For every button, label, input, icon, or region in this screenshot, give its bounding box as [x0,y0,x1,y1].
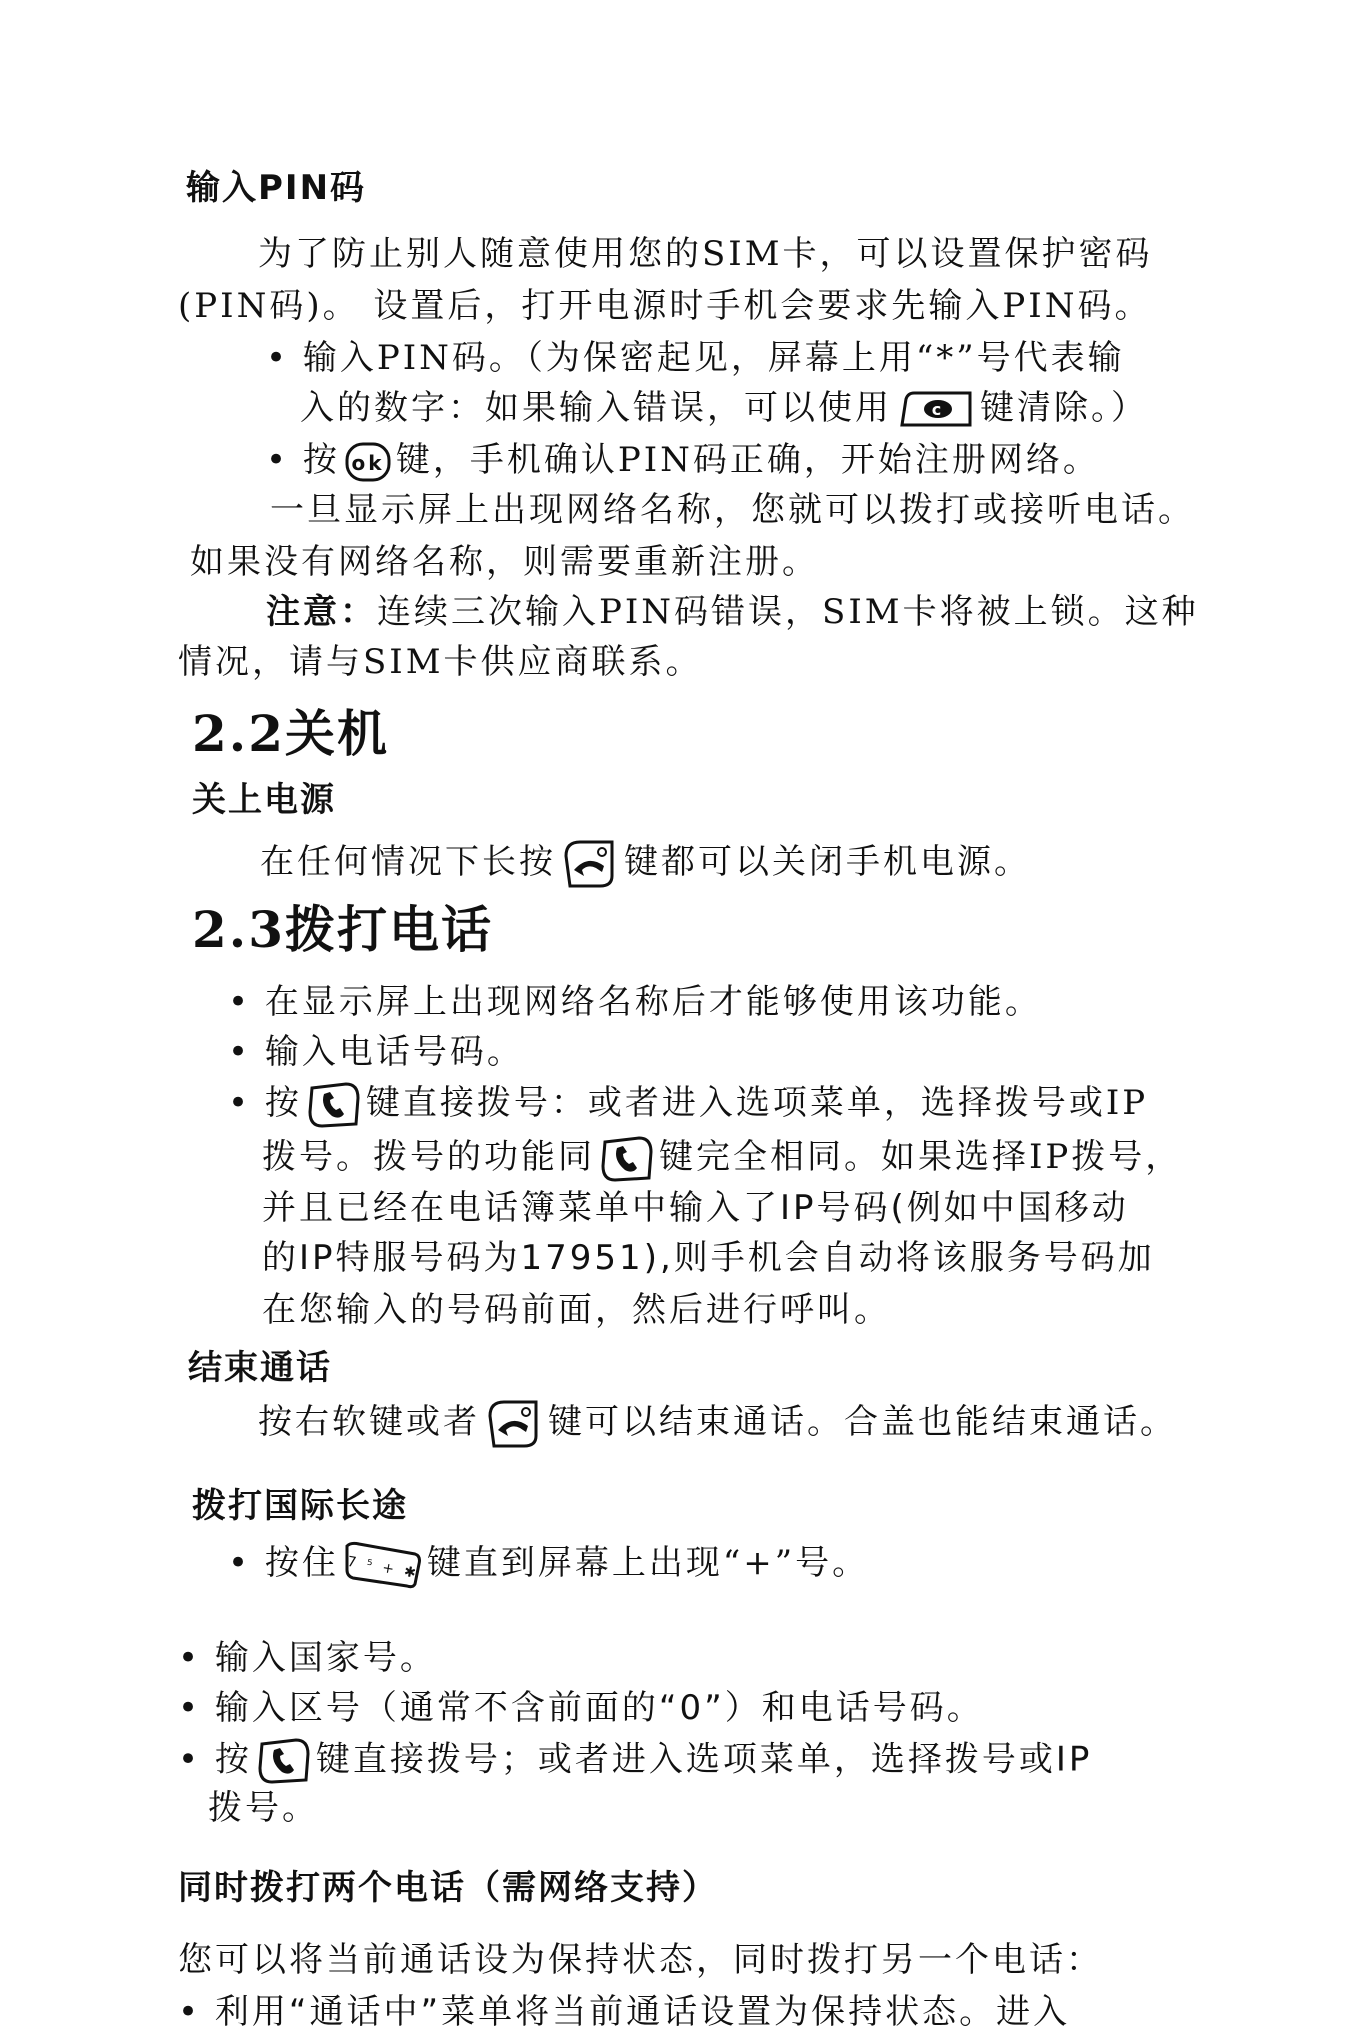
make-call-bullet3-line2-text-b: 键完全相同。如果选择IP拨号， [659,1137,1183,1177]
end-call-text-a: 按右软键或者 [258,1402,480,1442]
intl-call-bullet1-text-a: • 按住 [228,1543,339,1583]
star-key-label: 7 ⁵ + ✱ [345,1553,420,1583]
make-call-bullet3-text-b: 键直接拨号：或者进入选项菜单，选择拨号或IP [365,1083,1149,1123]
two-calls-line1: 您可以将当前通话设为保持状态，同时拨打另一个电话： [178,1940,1103,1980]
pin-bullet2-text-a: • 按 [266,440,340,480]
pin-note-label: 注意： [266,592,377,632]
pin-para1-line1: 为了防止别人随意使用您的SIM卡，可以设置保护密码 [258,234,1153,274]
intl-call-bullet4 [178,1736,1092,1786]
intl-call-bullet4-text-a: • 按 [178,1739,252,1780]
pin-bullet1-line2-text-b: 键清除。） [980,388,1148,428]
intl-call-bullet1 [228,1540,869,1590]
power-off-text-b: 键都可以关闭手机电源。 [624,842,1031,882]
intl-call-bullet4-line2: 拨号。 [208,1788,319,1828]
pin-note-line2: 情况，请与SIM卡供应商联系。 [178,642,703,682]
power-off-subheading: 关上电源 [192,780,336,820]
end-call-heading: 结束通话 [188,1348,332,1388]
pin-bullet2-text-b: 键，手机确认PIN码正确，开始注册网络。 [395,440,1100,480]
intl-call-heading: 拨打国际长途 [192,1486,408,1526]
make-call-bullet1: • 在显示屏上出现网络名称后才能够使用该功能。 [228,982,1042,1022]
pin-bullet2 [266,438,1100,483]
two-calls-bullet1: • 利用“通话中”菜单将当前通话设置为保持状态。进入 [178,1992,1071,2032]
end-call-key-icon [560,836,620,892]
power-off-title: 2.2关机 [192,704,389,763]
intl-call-bullet1-text-b: 键直到屏幕上出现“+”号。 [426,1543,870,1583]
pin-para2-line2: 如果没有网络名称，则需要重新注册。 [190,542,819,582]
pin-para2-line1: 一旦显示屏上出现网络名称，您就可以拨打或接听电话。 [270,490,1195,530]
end-call-text-b: 键可以结束通话。合盖也能结束通话。 [548,1402,1177,1442]
make-call-bullet3-text-a: • 按 [228,1083,302,1123]
make-call-bullet3-line5: 在您输入的号码前面，然后进行呼叫。 [262,1290,891,1330]
c-key-label: c [931,400,945,419]
make-call-bullet3-line1 [228,1080,1148,1130]
end-call-text [258,1396,1177,1452]
pin-bullet1-line1: • 输入PIN码。（为保密起见，屏幕上用“*”号代表输 [266,338,1125,378]
send-call-key-icon [306,1080,362,1130]
make-call-title: 2.3拨打电话 [192,900,493,959]
star-key-icon [343,1540,423,1590]
make-call-bullet3-line3: 并且已经在电话簿菜单中输入了IP号码(例如中国移动 [262,1188,1129,1228]
pin-note-text: 连续三次输入PIN码错误，SIM卡将被上锁。这种 [377,592,1199,632]
make-call-bullet3-line2-text-a: 拨号。拨号的功能同 [262,1137,595,1177]
make-call-bullet3-line2 [262,1134,1182,1184]
pin-bullet1-line2 [300,386,1148,431]
send-call-key-icon [256,1736,312,1786]
pin-para1-line2: (PIN码)。 设置后，打开电源时手机会要求先输入PIN码。 [178,286,1152,326]
ok-key-label: ok [351,451,385,475]
intl-call-bullet2: • 输入国家号。 [178,1638,437,1678]
pin-bullet1-line2-text-a: 入的数字：如果输入错误，可以使用 [300,388,892,428]
pin-heading: 输入PIN码 [186,168,367,208]
pin-note-line1 [266,590,1199,634]
make-call-bullet3-line4: 的IP特服号码为17951),则手机会自动将该服务号码加 [262,1238,1155,1278]
two-calls-heading: 同时拨打两个电话（需网络支持） [178,1868,718,1908]
send-call-key-icon [599,1134,655,1184]
make-call-bullet2: • 输入电话号码。 [228,1032,524,1072]
c-key-icon [896,389,976,431]
intl-call-bullet3: • 输入区号（通常不含前面的“0”）和电话号码。 [178,1688,984,1728]
power-off-text [260,836,1031,892]
intl-call-bullet4-text-b: 键直接拨号；或者进入选项菜单，选择拨号或IP [315,1739,1093,1780]
end-call-key-icon [484,1396,544,1452]
ok-key-icon [344,441,392,483]
power-off-text-a: 在任何情况下长按 [260,842,556,882]
